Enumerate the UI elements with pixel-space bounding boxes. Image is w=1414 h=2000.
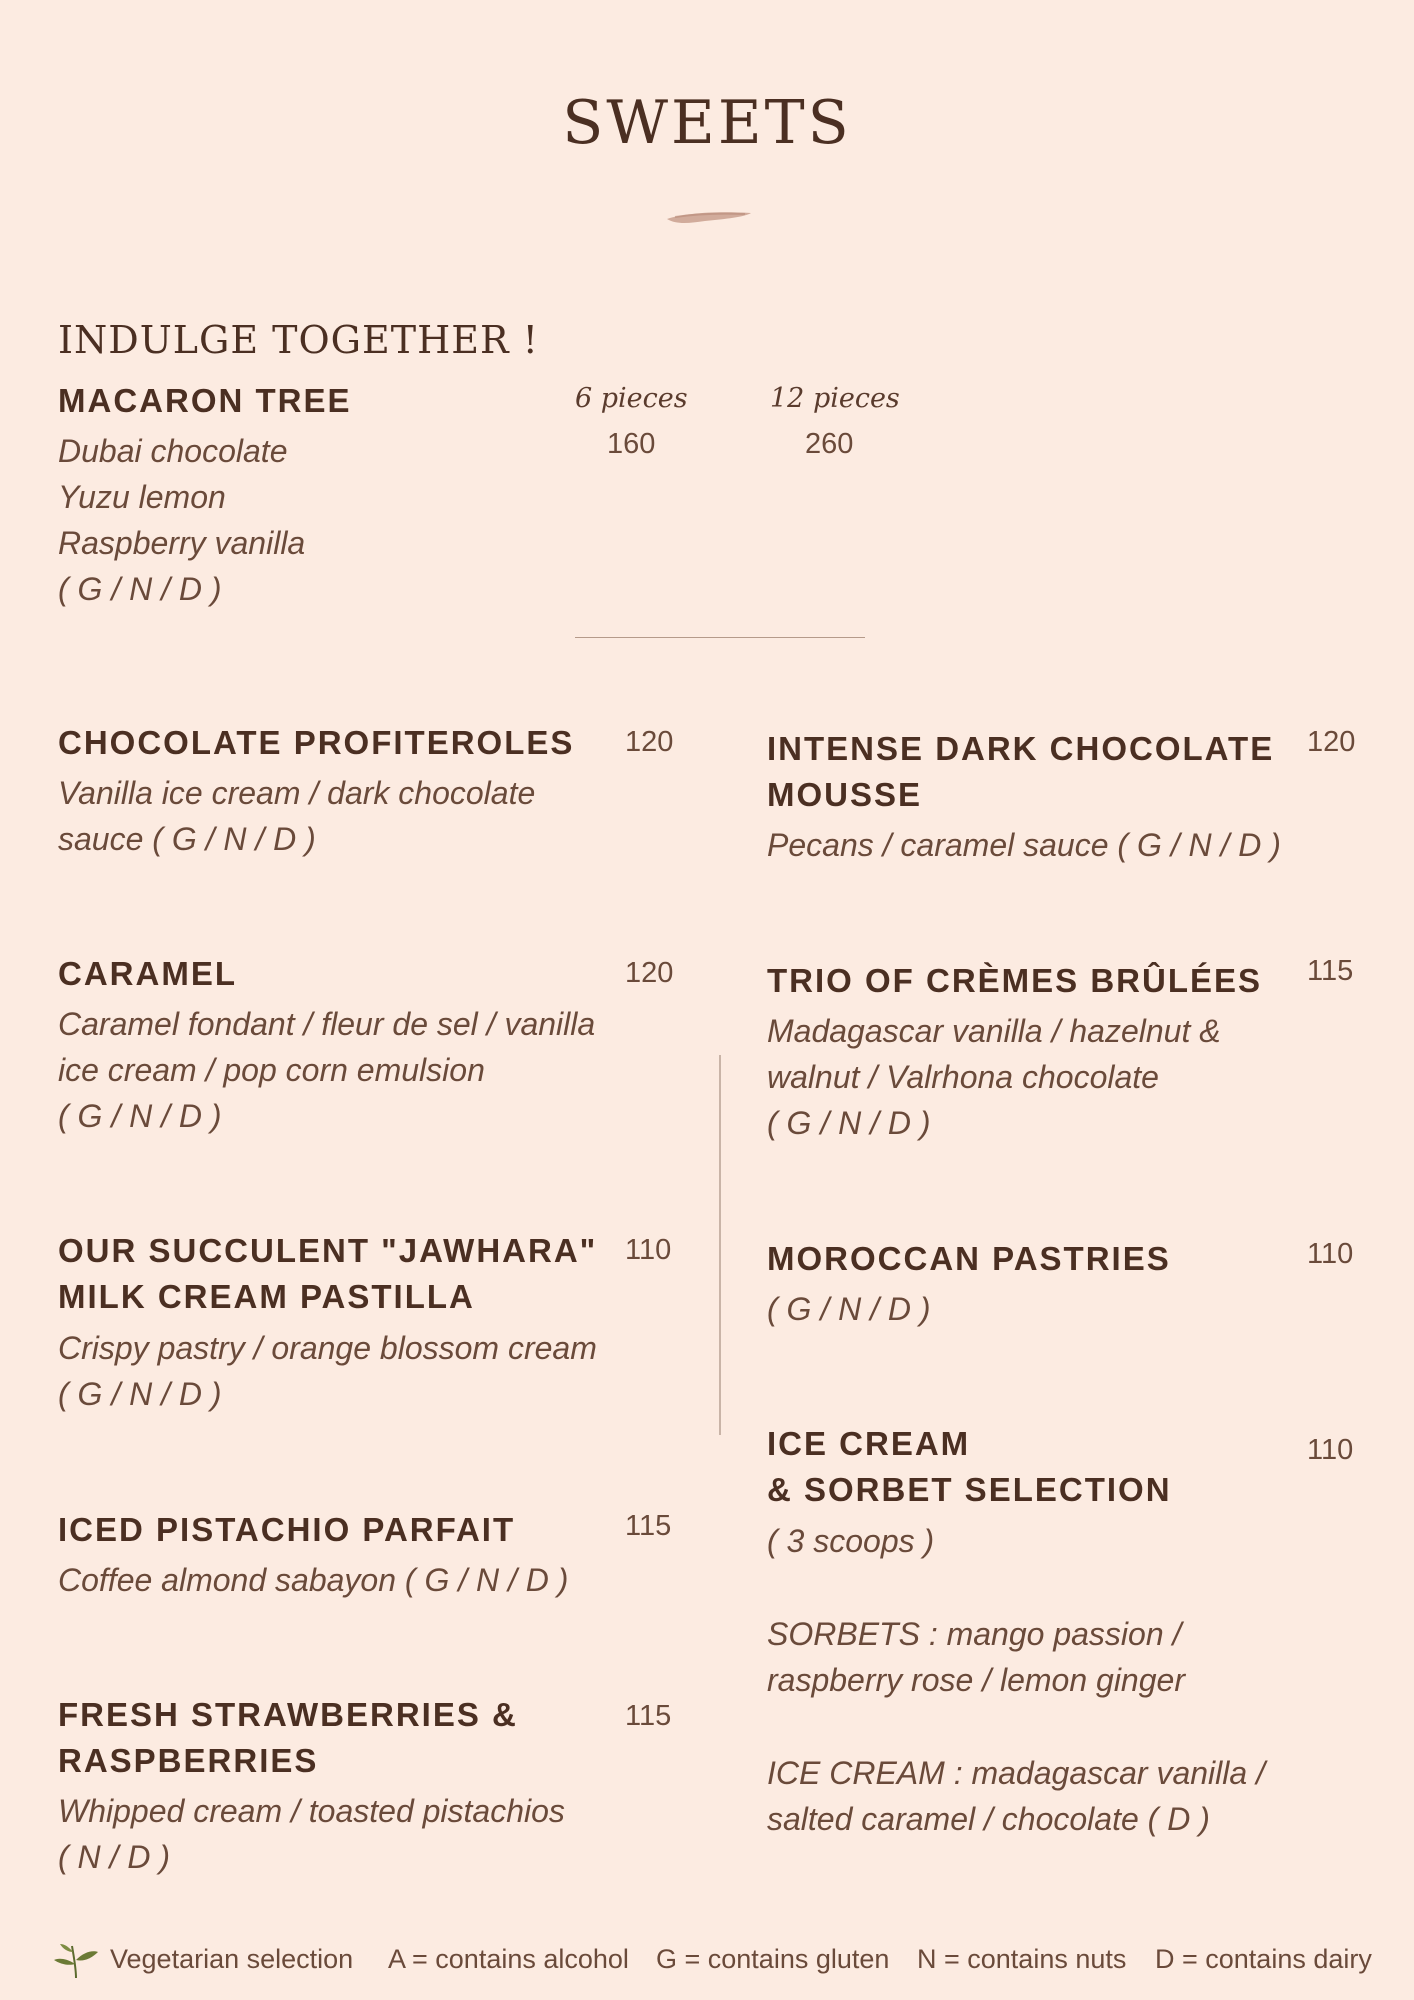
macaron-option-price: 260: [805, 428, 854, 460]
section-divider: [575, 637, 865, 638]
menu-item-description: salted caramel / chocolate ( D ): [767, 1801, 1210, 1837]
page-title: SWEETS: [562, 88, 852, 158]
menu-item-name: & SORBET SELECTION: [767, 1471, 1172, 1508]
menu-item-price: 110: [1307, 1434, 1354, 1466]
macaron-flavor: Dubai chocolate: [58, 433, 288, 469]
macaron-flavor: Yuzu lemon: [58, 479, 226, 515]
menu-item-name: MOUSSE: [767, 776, 923, 813]
menu-item-name: CHOCOLATE PROFITEROLES: [58, 724, 575, 761]
menu-item-price: 120: [625, 726, 674, 758]
menu-item-price: 115: [625, 1510, 672, 1542]
menu-item-name: ICED PISTACHIO PARFAIT: [58, 1511, 516, 1548]
menu-item-name: OUR SUCCULENT "JAWHARA": [58, 1232, 598, 1269]
menu-item-name: INTENSE DARK CHOCOLATE: [767, 730, 1275, 767]
legend-alcohol: A = contains alcohol: [388, 1944, 629, 1974]
column-divider: [719, 1055, 721, 1435]
menu-item-name: RASPBERRIES: [58, 1742, 319, 1779]
menu-item-price: 115: [625, 1700, 672, 1732]
menu-item-description: Coffee almond sabayon ( G / N / D ): [58, 1562, 569, 1598]
menu-item-description: ( G / N / D ): [58, 1376, 222, 1412]
macaron-tree-name: MACARON TREE: [58, 382, 352, 419]
menu-item-description: ( 3 scoops ): [767, 1523, 935, 1559]
macaron-allergens: ( G / N / D ): [58, 571, 222, 607]
menu-item-description: Crispy pastry / orange blossom cream: [58, 1330, 597, 1366]
menu-item-price: 115: [1307, 955, 1354, 987]
menu-item-price: 110: [1307, 1238, 1354, 1270]
macaron-option-label: 12 pieces: [770, 383, 900, 414]
menu-item-name: TRIO OF CRÈMES BRÛLÉES: [767, 962, 1263, 999]
macaron-option-label: 6 pieces: [575, 383, 688, 414]
menu-item-description: sauce ( G / N / D ): [58, 821, 316, 857]
menu-item-description: ( G / N / D ): [767, 1291, 931, 1327]
menu-item-description: ( G / N / D ): [767, 1105, 931, 1141]
menu-item-price: 110: [625, 1234, 672, 1266]
brush-stroke-decoration: [665, 205, 755, 229]
menu-item-description: Caramel fondant / fleur de sel / vanilla: [58, 1006, 596, 1042]
legend-dairy: D = contains dairy: [1155, 1944, 1372, 1974]
menu-item-description: walnut / Valrhona chocolate: [767, 1059, 1159, 1095]
legend-vegetarian: Vegetarian selection: [110, 1944, 354, 1974]
menu-item-description: ( G / N / D ): [58, 1098, 222, 1134]
menu-item-description: Whipped cream / toasted pistachios: [58, 1793, 565, 1829]
menu-item-description: ( N / D ): [58, 1839, 170, 1875]
menu-item-description: ice cream / pop corn emulsion: [58, 1052, 485, 1088]
menu-item-price: 120: [625, 957, 674, 989]
menu-item-name: ICE CREAM: [767, 1425, 971, 1462]
section-heading: INDULGE TOGETHER !: [58, 318, 539, 362]
legend-nuts: N = contains nuts: [917, 1944, 1127, 1974]
menu-item-price: 120: [1307, 726, 1356, 758]
menu-item-description: Pecans / caramel sauce ( G / N / D ): [767, 827, 1281, 863]
leaf-sprig-icon: [52, 1940, 100, 1980]
menu-item-name: CARAMEL: [58, 955, 237, 992]
menu-item-name: MOROCCAN PASTRIES: [767, 1240, 1171, 1277]
menu-item-name: FRESH STRAWBERRIES &: [58, 1696, 518, 1733]
macaron-option-price: 160: [607, 428, 656, 460]
menu-item-description: Madagascar vanilla / hazelnut &: [767, 1013, 1221, 1049]
macaron-flavor: Raspberry vanilla: [58, 525, 306, 561]
menu-item-description: ICE CREAM : madagascar vanilla /: [767, 1755, 1265, 1791]
menu-item-description: raspberry rose / lemon ginger: [767, 1662, 1185, 1698]
menu-item-name: MILK CREAM PASTILLA: [58, 1278, 475, 1315]
legend-gluten: G = contains gluten: [656, 1944, 890, 1974]
menu-item-description: Vanilla ice cream / dark chocolate: [58, 775, 536, 811]
menu-item-description: SORBETS : mango passion /: [767, 1616, 1182, 1652]
